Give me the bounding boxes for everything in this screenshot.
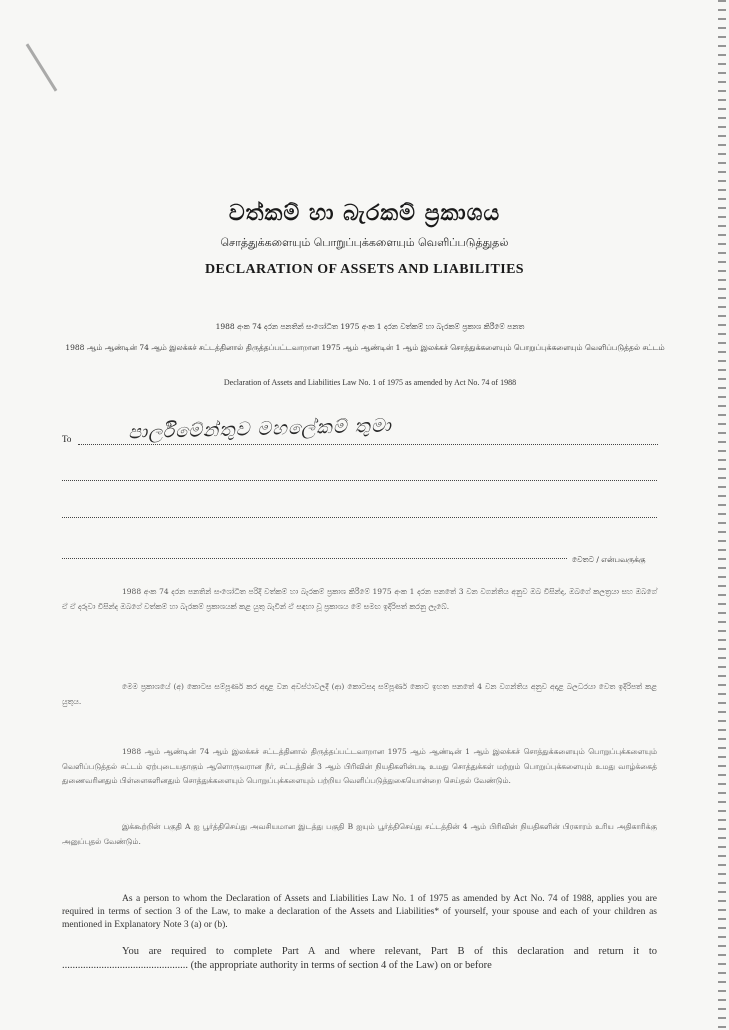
title-english: DECLARATION OF ASSETS AND LIABILITIES	[204, 262, 524, 277]
address-line-3	[62, 517, 657, 518]
paragraph-english-2: You are required to complete Part A and where relevant, Part B of this declaration and return it to ................................................ (the appropriate authority in terms of section 4 of the Law) on or before	[62, 946, 657, 971]
paragraph-tamil-1: 1988 ஆம் ஆண்டின் 74 ஆம் இலக்கச் சட்டத்தினால் திருத்தப்பட்டவாறான 1975 ஆம் ஆண்டின் 1 ஆம் இலக்கச் சொத்துக்களையும் பொறுப்புக்களையும் வெளிப்படுத்தல் சட்டம் ஏற்புடையதாகும் ஆளொருவரான நீர், சட்டத்தின் 3 ஆம் பிரிவின் நியதிகளின்படி உமது சொத்துக்கள் மற்றும் பொறுப்புக்களையும் உமது வாழ்க்கைத் துணைவரினதும் பிள்ளைகளினதும் சொத்துக்களையும் பொறுப்புக்களையும் பற்றிய வெளிப்படுத்துகையொன்றை செய்தல் வேண்டும்.	[62, 747, 657, 785]
title-sinhala: වත්කම් හා බැරකම් ප්‍රකාශය	[228, 200, 501, 226]
to-label: To	[62, 434, 72, 444]
scan-edge-marks	[718, 0, 726, 1030]
address-line-2	[62, 480, 657, 481]
paragraph-sinhala-1: 1988 අංක 74 දරන පනතින් සංශෝධිත පරිදි වත්කම් හා බැරකම් ප්‍රකාශ කිරීමේ 1975 අංක 1 දරන පනතේ 3 වන වගන්තිය අනුව ඔබ විසින්ද, ඔබගේ කලත්‍රයා සහ ඔබගේ ඒ ඒ දරුවා විසින්ද ඔබගේ වත්කම් හා බැරකම් ප්‍රකාශයක් කළ යුතු බැවින් ඒ සඳහා වූ ප්‍රකාශය මේ සමඟ ඉදිරිපත් කරනු ලැබේ.	[62, 587, 657, 611]
law-reference-sinhala: 1988 අංක 74 දරන පනතින් සංශෝධිත 1975 අංක 1 දරන වත්කම් හා බැරකම් ප්‍රකාශ කිරීමේ පනත	[215, 322, 525, 331]
address-line-1	[78, 444, 658, 445]
paragraph-english-1: As a person to whom the Declaration of Assets and Liabilities Law No. 1 of 1975 as amended by Act No. 74 of 1988, applies you are required in terms of section 3 of the Law, to make a declaration of the Assets and Liabilities* of yourself, your spouse and each of your children as mentioned in Explanatory Note 3 (a) or (b).	[62, 894, 657, 930]
paragraph-tamil-2: இக்கூற்றின் பகுதி A ஐ பூர்த்திசெய்து அவசியமான இடத்து பகுதி B ஐயும் பூர்த்திசெய்து சட்டத்தின் 4 ஆம் பிரிவின் நியதிகளின் பிரகாரம் உரிய அதிகாரிக்கு அனுப்புதல் வேண்டும்.	[62, 822, 657, 846]
paragraph-sinhala-2: මෙම ප්‍රකාශයේ (අ) කොටස සම්පූර්ණ කර අදාළ වන අවස්ථාවලදී (ආ) කොටසද සම්පූර්ණ කොට ඉහත පනතේ 4 වන වගන්තිය අනුව අදාළ බලධරයා වෙත ඉදිරිපත් කළ යුතුය.	[62, 682, 657, 706]
law-reference-tamil: 1988 ஆம் ஆண்டின் 74 ஆம் இலக்கச் சட்டத்தினால் திருத்தப்பட்டவாறான 1975 ஆம் ஆண்டின் 1 ஆம் இலக்கச் சொத்துக்களையும் பொறுப்புக்களையும் வெளிப்படுத்தல் சட்டம்	[65, 343, 665, 352]
title-tamil: சொத்துக்களையும் பொறுப்புக்களையும் வெளிப்படுத்துதல்	[220, 236, 509, 249]
handwritten-recipient: පාර්ලිමේන්තුව මහලේකම් තුමා	[127, 414, 393, 444]
signature-line	[62, 558, 567, 559]
scan-scratch-mark	[26, 43, 58, 91]
law-reference-english: Declaration of Assets and Liabilities Law No. 1 of 1975 as amended by Act No. 74 of 1988	[223, 378, 517, 387]
signature-label: වෙතට / என்பவருக்கு	[572, 555, 646, 564]
